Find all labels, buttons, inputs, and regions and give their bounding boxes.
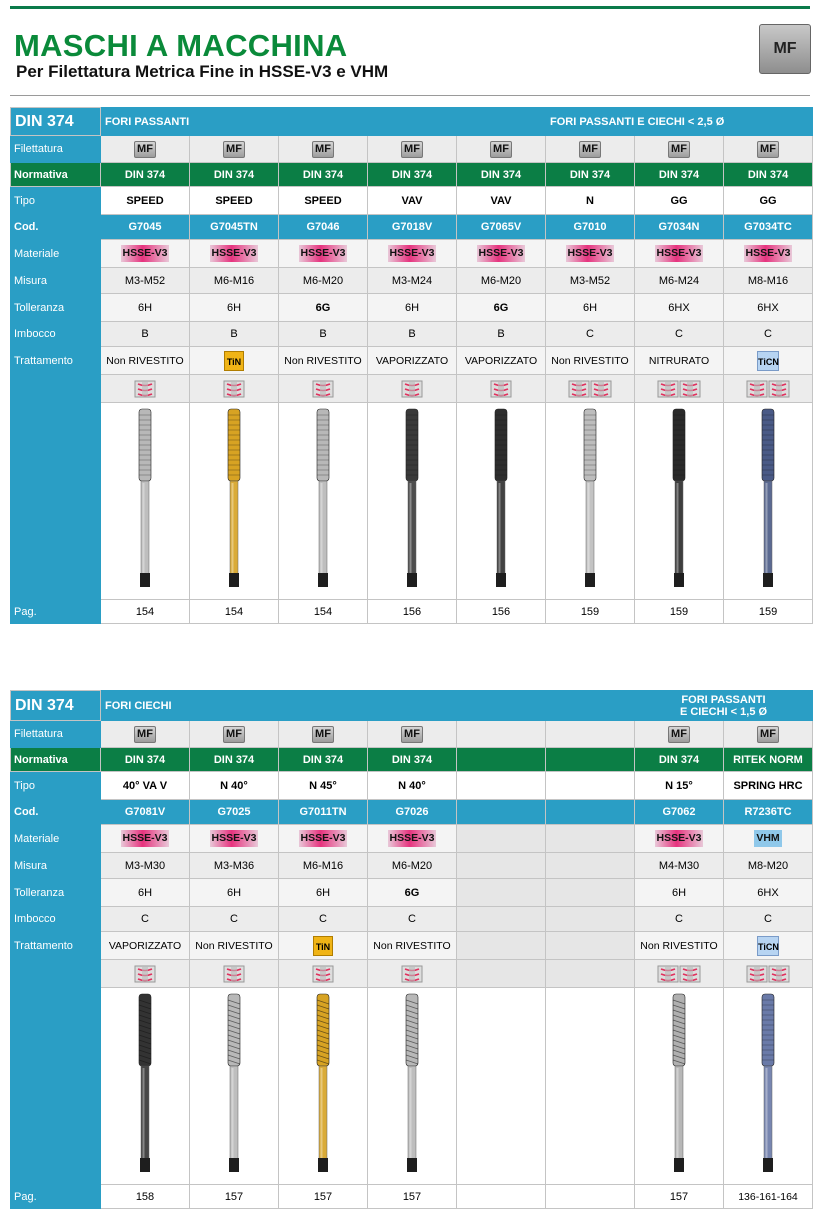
hsse-material-icon: HSSE-V3	[299, 830, 348, 847]
trattamento-cell: Non RIVESTITO	[101, 347, 190, 375]
section-fori-passanti-ciechi-15	[635, 691, 813, 721]
materiale-cell	[279, 825, 368, 853]
tap-tool-image	[130, 405, 160, 595]
hole-type-icon	[657, 965, 679, 983]
pag-cell: 159	[635, 600, 724, 624]
hole-type-cell	[190, 375, 279, 403]
tool-image-cell	[724, 403, 813, 600]
tolleranza-cell: 6H	[279, 879, 368, 907]
tool-image-cell	[101, 403, 190, 600]
empty-cell	[546, 772, 635, 800]
hole-type-icon	[746, 380, 768, 398]
hsse-material-icon: HSSE-V3	[299, 245, 348, 262]
tipo-cell: N 40°	[368, 772, 457, 800]
cod-cell: G7034TC	[724, 215, 813, 240]
mf-icon: MF	[312, 141, 334, 158]
filettatura-cell	[724, 136, 813, 163]
empty-cell	[457, 721, 546, 748]
imbocco-cell: C	[635, 322, 724, 347]
materiale-cell	[368, 240, 457, 268]
din-label: DIN 374	[11, 108, 101, 136]
row-label-misura: Misura	[11, 268, 101, 294]
hole-type-cell	[368, 375, 457, 403]
tool-image-cell	[635, 403, 724, 600]
tool-image-cell	[368, 403, 457, 600]
tolleranza-cell: 6G	[457, 294, 546, 322]
filettatura-cell	[279, 721, 368, 748]
hole-type-cell	[457, 375, 546, 403]
hole-type-icon	[312, 965, 334, 983]
hsse-material-icon: HSSE-V3	[566, 245, 615, 262]
mf-icon: MF	[579, 141, 601, 158]
hole-type-cell	[635, 375, 724, 403]
pag-cell: 157	[190, 1185, 279, 1209]
materiale-cell	[724, 825, 813, 853]
trattamento-cell: Non RIVESTITO	[368, 932, 457, 960]
mf-icon: MF	[134, 141, 156, 158]
hole-type-cell	[635, 960, 724, 988]
row-label-cod: Cod.	[11, 800, 101, 825]
normativa-cell: DIN 374	[368, 748, 457, 772]
misura-cell: M3-M30	[101, 853, 190, 879]
hole-type-cell	[190, 960, 279, 988]
normativa-cell: DIN 374	[279, 163, 368, 187]
pag-cell: 156	[457, 600, 546, 624]
empty-cell	[546, 988, 635, 1185]
tipo-cell: SPEED	[190, 187, 279, 215]
normativa-cell: DIN 374	[190, 748, 279, 772]
hsse-material-icon: HSSE-V3	[210, 830, 259, 847]
pag-cell: 154	[101, 600, 190, 624]
pag-cell: 157	[635, 1185, 724, 1209]
trattamento-cell	[724, 932, 813, 960]
tolleranza-cell: 6H	[190, 879, 279, 907]
empty-cell	[457, 960, 546, 988]
tipo-cell: N 45°	[279, 772, 368, 800]
empty-cell	[546, 800, 635, 825]
misura-cell: M3-M36	[190, 853, 279, 879]
tool-image-cell	[546, 403, 635, 600]
tap-tool-image	[397, 990, 427, 1180]
hole-type-icon	[134, 965, 156, 983]
empty-cell	[457, 879, 546, 907]
empty-cell	[546, 721, 635, 748]
hsse-material-icon: HSSE-V3	[655, 245, 704, 262]
row-label-normativa: Normativa	[11, 163, 101, 187]
hsse-material-icon: HSSE-V3	[121, 245, 170, 262]
hole-type-cell	[724, 375, 813, 403]
tolleranza-cell: 6H	[635, 879, 724, 907]
trattamento-cell: NITRURATO	[635, 347, 724, 375]
tolleranza-cell: 6H	[368, 294, 457, 322]
row-label-tipo: Tipo	[11, 187, 101, 215]
pag-cell: 156	[368, 600, 457, 624]
normativa-cell: DIN 374	[279, 748, 368, 772]
cod-cell: G7018V	[368, 215, 457, 240]
row-label-misura: Misura	[11, 853, 101, 879]
tolleranza-cell: 6G	[279, 294, 368, 322]
materiale-cell	[724, 240, 813, 268]
trattamento-cell: Non RIVESTITO	[279, 347, 368, 375]
row-label-tipo: Tipo	[11, 772, 101, 800]
empty-cell	[546, 879, 635, 907]
row-label-materiale: Materiale	[11, 240, 101, 268]
trattamento-cell: Non RIVESTITO	[635, 932, 724, 960]
mf-icon: MF	[401, 141, 423, 158]
section-line-1: FORI PASSANTI	[681, 693, 766, 706]
misura-cell: M6-M20	[457, 268, 546, 294]
page-title: MASCHI A MACCHINA	[14, 28, 348, 63]
cod-cell: G7034N	[635, 215, 724, 240]
hsse-material-icon: HSSE-V3	[388, 245, 437, 262]
imbocco-cell: B	[457, 322, 546, 347]
section-fori-passanti: FORI PASSANTI	[101, 108, 546, 136]
cod-cell: G7081V	[101, 800, 190, 825]
normativa-cell: DIN 374	[724, 163, 813, 187]
hole-type-cell	[279, 375, 368, 403]
product-table-1	[10, 107, 813, 624]
row-label-pag: Pag.	[11, 600, 101, 624]
cod-cell: G7026	[368, 800, 457, 825]
imbocco-cell: B	[190, 322, 279, 347]
normativa-cell: DIN 374	[457, 163, 546, 187]
normativa-cell: DIN 374	[190, 163, 279, 187]
empty-cell	[457, 800, 546, 825]
hole-type-icon	[768, 380, 790, 398]
empty-cell	[457, 907, 546, 932]
tipo-cell: SPEED	[101, 187, 190, 215]
imbocco-cell: C	[190, 907, 279, 932]
hole-type-icon	[223, 965, 245, 983]
mf-icon: MF	[757, 726, 779, 743]
cod-cell: G7025	[190, 800, 279, 825]
empty-cell	[457, 988, 546, 1185]
tap-tool-image	[308, 990, 338, 1180]
empty-cell	[457, 772, 546, 800]
trattamento-cell	[724, 347, 813, 375]
normativa-cell: RITEK NORM	[724, 748, 813, 772]
hole-type-icon	[223, 380, 245, 398]
pag-cell: 157	[279, 1185, 368, 1209]
row-label-blank	[11, 375, 101, 403]
tolleranza-cell: 6H	[546, 294, 635, 322]
row-label-image	[11, 988, 101, 1185]
tap-tool-image	[486, 405, 516, 595]
empty-cell	[457, 748, 546, 772]
materiale-cell	[635, 240, 724, 268]
row-label-trattamento: Trattamento	[11, 932, 101, 960]
trattamento-cell: Non RIVESTITO	[190, 932, 279, 960]
hole-type-icon	[679, 380, 701, 398]
mf-icon: MF	[312, 726, 334, 743]
cod-cell: G7046	[279, 215, 368, 240]
tap-tool-image	[664, 405, 694, 595]
trattamento-cell	[279, 932, 368, 960]
hole-type-cell	[279, 960, 368, 988]
imbocco-cell: C	[724, 907, 813, 932]
imbocco-cell: B	[368, 322, 457, 347]
tipo-cell: GG	[635, 187, 724, 215]
row-label-materiale: Materiale	[11, 825, 101, 853]
empty-cell	[546, 748, 635, 772]
tap-tool-image	[397, 405, 427, 595]
hole-type-icon	[746, 965, 768, 983]
tolleranza-cell: 6H	[190, 294, 279, 322]
mf-icon: MF	[134, 726, 156, 743]
misura-cell: M6-M20	[279, 268, 368, 294]
tool-image-cell	[368, 988, 457, 1185]
cod-cell: R7236TC	[724, 800, 813, 825]
tolleranza-cell: 6HX	[635, 294, 724, 322]
row-label-filettatura: Filettatura	[11, 136, 101, 163]
mf-badge: MF	[759, 24, 811, 74]
row-label-trattamento: Trattamento	[11, 347, 101, 375]
cod-cell: G7010	[546, 215, 635, 240]
misura-cell: M6-M16	[190, 268, 279, 294]
mf-icon: MF	[490, 141, 512, 158]
normativa-cell: DIN 374	[546, 163, 635, 187]
cod-cell: G7045	[101, 215, 190, 240]
pag-cell: 159	[546, 600, 635, 624]
hsse-material-icon: HSSE-V3	[744, 245, 793, 262]
misura-cell: M8-M20	[724, 853, 813, 879]
tool-image-cell	[279, 403, 368, 600]
misura-cell: M8-M16	[724, 268, 813, 294]
tolleranza-cell: 6HX	[724, 294, 813, 322]
filettatura-cell	[190, 136, 279, 163]
top-rule	[10, 6, 810, 9]
tool-image-cell	[190, 988, 279, 1185]
empty-cell	[546, 825, 635, 853]
hole-type-icon	[401, 965, 423, 983]
row-label-tolleranza: Tolleranza	[11, 294, 101, 322]
tap-tool-image	[664, 990, 694, 1180]
tin-coating-icon: TiN	[224, 351, 244, 371]
misura-cell: M4-M30	[635, 853, 724, 879]
pag-cell: 154	[190, 600, 279, 624]
filettatura-cell	[101, 721, 190, 748]
pag-cell: 136-161-164	[724, 1185, 813, 1209]
hsse-material-icon: HSSE-V3	[121, 830, 170, 847]
section-blank	[457, 691, 635, 721]
divider	[10, 95, 810, 96]
row-label-blank	[11, 960, 101, 988]
trattamento-cell: Non RIVESTITO	[546, 347, 635, 375]
trattamento-cell: VAPORIZZATO	[368, 347, 457, 375]
filettatura-cell	[457, 136, 546, 163]
hsse-material-icon: HSSE-V3	[210, 245, 259, 262]
mf-icon: MF	[668, 141, 690, 158]
misura-cell: M3-M52	[101, 268, 190, 294]
materiale-cell	[279, 240, 368, 268]
normativa-cell: DIN 374	[368, 163, 457, 187]
hole-type-cell	[101, 960, 190, 988]
hole-type-icon	[490, 380, 512, 398]
imbocco-cell: C	[279, 907, 368, 932]
tap-tool-image	[219, 405, 249, 595]
hsse-material-icon: HSSE-V3	[655, 830, 704, 847]
imbocco-cell: C	[368, 907, 457, 932]
imbocco-cell: C	[724, 322, 813, 347]
materiale-cell	[101, 240, 190, 268]
tap-tool-image	[575, 405, 605, 595]
tipo-cell: N 15°	[635, 772, 724, 800]
row-label-filettatura: Filettatura	[11, 721, 101, 748]
tipo-cell: VAV	[368, 187, 457, 215]
tool-image-cell	[635, 988, 724, 1185]
mf-icon: MF	[223, 141, 245, 158]
filettatura-cell	[635, 721, 724, 748]
empty-cell	[546, 960, 635, 988]
misura-cell: M3-M24	[368, 268, 457, 294]
hole-type-cell	[546, 375, 635, 403]
row-label-imbocco: Imbocco	[11, 322, 101, 347]
imbocco-cell: C	[546, 322, 635, 347]
row-label-pag: Pag.	[11, 1185, 101, 1209]
cod-cell: G7062	[635, 800, 724, 825]
filettatura-cell	[546, 136, 635, 163]
misura-cell: M6-M24	[635, 268, 724, 294]
hole-type-icon	[312, 380, 334, 398]
section-line-2: E CIECHI < 1,5 Ø	[679, 705, 768, 718]
hole-type-icon	[590, 380, 612, 398]
materiale-cell	[457, 240, 546, 268]
filettatura-cell	[101, 136, 190, 163]
tipo-cell: VAV	[457, 187, 546, 215]
row-label-tolleranza: Tolleranza	[11, 879, 101, 907]
empty-cell	[546, 932, 635, 960]
tool-image-cell	[724, 988, 813, 1185]
misura-cell: M6-M16	[279, 853, 368, 879]
imbocco-cell: B	[279, 322, 368, 347]
materiale-cell	[368, 825, 457, 853]
tap-tool-image	[753, 405, 783, 595]
materiale-cell	[190, 825, 279, 853]
hole-type-cell	[101, 375, 190, 403]
row-label-normativa: Normativa	[11, 748, 101, 772]
filettatura-cell	[190, 721, 279, 748]
row-label-imbocco: Imbocco	[11, 907, 101, 932]
imbocco-cell: B	[101, 322, 190, 347]
misura-cell: M3-M52	[546, 268, 635, 294]
trattamento-cell: VAPORIZZATO	[101, 932, 190, 960]
trattamento-cell: VAPORIZZATO	[457, 347, 546, 375]
hole-type-cell	[368, 960, 457, 988]
tool-image-cell	[279, 988, 368, 1185]
hole-type-icon	[134, 380, 156, 398]
pag-cell: 157	[368, 1185, 457, 1209]
row-label-cod: Cod.	[11, 215, 101, 240]
ticn-coating-icon: TiCN	[757, 351, 779, 371]
tipo-cell: SPEED	[279, 187, 368, 215]
hole-type-icon	[657, 380, 679, 398]
filettatura-cell	[368, 721, 457, 748]
tap-tool-image	[219, 990, 249, 1180]
empty-cell	[546, 907, 635, 932]
trattamento-cell	[190, 347, 279, 375]
hole-type-icon	[679, 965, 701, 983]
tin-coating-icon: TiN	[313, 936, 333, 956]
pag-cell: 159	[724, 600, 813, 624]
filettatura-cell	[368, 136, 457, 163]
pag-cell: 158	[101, 1185, 190, 1209]
hole-type-icon	[401, 380, 423, 398]
hole-type-cell	[724, 960, 813, 988]
tap-tool-image	[308, 405, 338, 595]
tolleranza-cell: 6G	[368, 879, 457, 907]
empty-cell	[457, 932, 546, 960]
filettatura-cell	[279, 136, 368, 163]
page-subtitle: Per Filettatura Metrica Fine in HSSE-V3 e VHM	[16, 62, 389, 81]
tap-tool-image	[130, 990, 160, 1180]
din-label: DIN 374	[11, 691, 101, 721]
cod-cell: G7045TN	[190, 215, 279, 240]
section-fori-passanti-ciechi: FORI PASSANTI E CIECHI < 2,5 Ø	[546, 108, 813, 136]
filettatura-cell	[635, 136, 724, 163]
tool-image-cell	[457, 403, 546, 600]
section-fori-ciechi: FORI CIECHI	[101, 691, 457, 721]
empty-cell	[546, 1185, 635, 1209]
product-table-2	[10, 690, 813, 1209]
row-label-image	[11, 403, 101, 600]
imbocco-cell: C	[635, 907, 724, 932]
materiale-cell	[635, 825, 724, 853]
materiale-cell	[546, 240, 635, 268]
tipo-cell: SPRING HRC	[724, 772, 813, 800]
filettatura-cell	[724, 721, 813, 748]
normativa-cell: DIN 374	[101, 163, 190, 187]
tipo-cell: N 40°	[190, 772, 279, 800]
empty-cell	[457, 853, 546, 879]
hole-type-icon	[768, 965, 790, 983]
cod-cell: G7011TN	[279, 800, 368, 825]
empty-cell	[457, 1185, 546, 1209]
tool-image-cell	[190, 403, 279, 600]
tipo-cell: GG	[724, 187, 813, 215]
tolleranza-cell: 6HX	[724, 879, 813, 907]
empty-cell	[457, 825, 546, 853]
normativa-cell: DIN 374	[635, 748, 724, 772]
misura-cell: M6-M20	[368, 853, 457, 879]
hole-type-icon	[568, 380, 590, 398]
tool-image-cell	[101, 988, 190, 1185]
tap-tool-image	[753, 990, 783, 1180]
vhm-material-icon: VHM	[754, 830, 781, 847]
tolleranza-cell: 6H	[101, 879, 190, 907]
empty-cell	[546, 853, 635, 879]
normativa-cell: DIN 374	[101, 748, 190, 772]
tipo-cell: 40° VA V	[101, 772, 190, 800]
mf-icon: MF	[401, 726, 423, 743]
hsse-material-icon: HSSE-V3	[477, 245, 526, 262]
ticn-coating-icon: TiCN	[757, 936, 779, 956]
mf-icon: MF	[757, 141, 779, 158]
cod-cell: G7065V	[457, 215, 546, 240]
materiale-cell	[101, 825, 190, 853]
imbocco-cell: C	[101, 907, 190, 932]
normativa-cell: DIN 374	[635, 163, 724, 187]
mf-icon: MF	[223, 726, 245, 743]
pag-cell: 154	[279, 600, 368, 624]
hsse-material-icon: HSSE-V3	[388, 830, 437, 847]
mf-icon: MF	[668, 726, 690, 743]
tolleranza-cell: 6H	[101, 294, 190, 322]
materiale-cell	[190, 240, 279, 268]
tipo-cell: N	[546, 187, 635, 215]
